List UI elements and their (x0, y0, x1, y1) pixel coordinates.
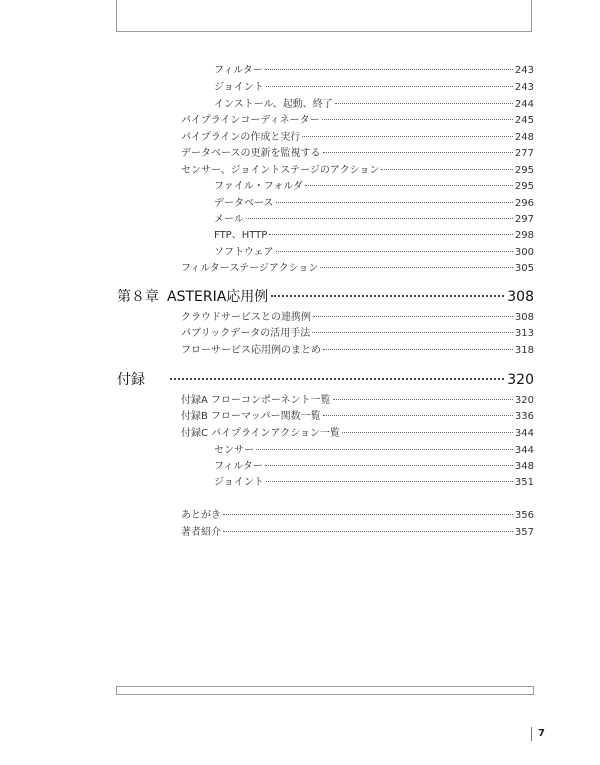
footer-bar (116, 686, 534, 695)
dot-leader (335, 103, 513, 104)
toc-entry[interactable] (214, 229, 534, 243)
toc-entry[interactable] (214, 476, 534, 490)
toc-entry-page: 305 (514, 263, 534, 274)
toc-entry[interactable] (214, 98, 534, 112)
toc-entry[interactable] (214, 197, 534, 211)
toc-entry-title: ジョイント (214, 477, 264, 488)
dot-leader (313, 316, 513, 317)
dot-leader (266, 481, 513, 482)
chapter-title: ASTERIA応用例 (167, 289, 269, 305)
toc-entry-title: 付録A フローコンポーネント一覧 (181, 395, 331, 406)
toc-entry[interactable] (181, 394, 534, 408)
toc-entry-title: パイプラインの作成と実行 (181, 132, 301, 143)
toc-entry-page: 357 (514, 527, 534, 538)
dot-leader (223, 531, 513, 532)
toc-entry-title: インストール、起動、終了 (214, 99, 333, 110)
appendix-heading[interactable] (117, 371, 534, 389)
toc-entry-page: 243 (514, 82, 534, 93)
dot-leader (322, 119, 513, 120)
appendix-label: 付録 (117, 372, 145, 388)
dot-leader (323, 415, 513, 416)
toc-entry-page: 344 (514, 445, 534, 456)
dot-leader (323, 152, 513, 153)
toc-entry[interactable] (181, 114, 534, 128)
toc-entry-page: 348 (514, 461, 534, 472)
toc-entry[interactable] (181, 509, 534, 523)
toc-entry-page: 320 (514, 395, 534, 406)
toc-entry-title: フローサービス応用例のまとめ (181, 345, 321, 356)
toc-entry-title: データベース (214, 198, 274, 209)
dot-leader (323, 349, 513, 350)
toc-entry[interactable] (181, 147, 534, 161)
toc-entry-title: クラウドサービスとの連携例 (181, 312, 311, 323)
dot-leader (170, 378, 504, 380)
toc-entry-page: 308 (514, 312, 534, 323)
toc-entry[interactable] (214, 246, 534, 260)
dot-leader (223, 514, 513, 515)
toc-entry-title: フィルター (214, 65, 263, 76)
dot-leader (246, 218, 513, 219)
toc-entry-title: あとがき (181, 510, 221, 521)
toc-entry[interactable] (214, 213, 534, 227)
dot-leader (269, 234, 513, 235)
toc-entry-title: ジョイント (214, 82, 264, 93)
toc-entry-page: 356 (514, 510, 534, 521)
dot-leader (276, 202, 513, 203)
toc-entry-title: 著者紹介 (181, 527, 221, 538)
toc-entry[interactable] (181, 327, 534, 341)
toc-entry[interactable] (214, 180, 534, 194)
toc-entry-title: パイプラインコーディネーター (181, 115, 320, 126)
toc-entry[interactable] (214, 460, 534, 474)
dot-leader (305, 185, 513, 186)
toc-entry-page: 277 (514, 148, 534, 159)
toc-entry-title: 付録B フローマッパー関数一覧 (181, 411, 321, 422)
toc-entry-page: 243 (514, 65, 534, 76)
toc-entry[interactable] (214, 81, 534, 95)
toc-entry-page: 296 (514, 198, 534, 209)
toc-entry-title: ファイル・フォルダ (214, 181, 303, 192)
toc-entry-title: 付録C パイプラインアクション一覧 (181, 428, 341, 439)
toc-entry-page: 300 (514, 247, 534, 258)
toc-entry-title: データベースの更新を監視する (181, 148, 321, 159)
dot-leader (333, 399, 513, 400)
chapter-page: 308 (507, 289, 534, 305)
toc-entry[interactable] (214, 444, 534, 458)
dot-leader (381, 169, 513, 170)
dot-leader (302, 136, 513, 137)
toc-entry[interactable] (181, 262, 534, 276)
toc-entry[interactable] (214, 64, 534, 78)
folio-rule (531, 727, 532, 741)
toc-entry[interactable] (181, 427, 534, 441)
dot-leader (256, 449, 513, 450)
toc-entry[interactable] (181, 410, 534, 424)
toc-entry-page: 344 (514, 428, 534, 439)
dot-leader (266, 86, 513, 87)
dot-leader (265, 69, 513, 70)
toc-entry[interactable] (181, 344, 534, 358)
appendix-page: 320 (507, 372, 534, 388)
toc-entry-title: フィルターステージアクション (181, 263, 319, 274)
chapter-heading[interactable] (117, 288, 534, 306)
toc-entry-title: センサー、ジョイントステージのアクション (181, 165, 380, 176)
page-number: 7 (538, 728, 545, 739)
dot-leader (271, 295, 504, 297)
dot-leader (342, 432, 513, 433)
chapter-number: 第８章 (117, 289, 159, 305)
toc-entry[interactable] (181, 311, 534, 325)
toc-entry-page: 297 (514, 214, 534, 225)
toc-entry-page: 248 (514, 132, 534, 143)
toc-entry-title: フィルター (214, 461, 263, 472)
toc-entry-title: パブリックデータの活用手法 (181, 328, 311, 339)
toc-entry-page: 295 (514, 165, 534, 176)
dot-leader (265, 465, 513, 466)
toc-entry-page: 318 (514, 345, 534, 356)
toc-entry-page: 351 (514, 477, 534, 488)
dot-leader (320, 267, 513, 268)
toc-entry-title: メール (214, 214, 244, 225)
toc-entry-title: センサー (214, 445, 254, 456)
toc-entry-page: 244 (514, 99, 534, 110)
dot-leader (276, 251, 513, 252)
toc-entry-page: 245 (514, 115, 534, 126)
toc-entry[interactable] (181, 131, 534, 145)
toc-entry-page: 298 (514, 230, 534, 241)
toc-entry-page: 295 (514, 181, 534, 192)
toc-entry-title: ソフトウェア (214, 247, 274, 258)
toc-entry[interactable] (181, 526, 534, 540)
toc-entry-page: 336 (514, 411, 534, 422)
toc-entry[interactable] (181, 164, 534, 178)
toc-entry-page: 313 (514, 328, 534, 339)
toc-entry-title: FTP、HTTP (214, 230, 268, 241)
dot-leader (312, 332, 513, 333)
